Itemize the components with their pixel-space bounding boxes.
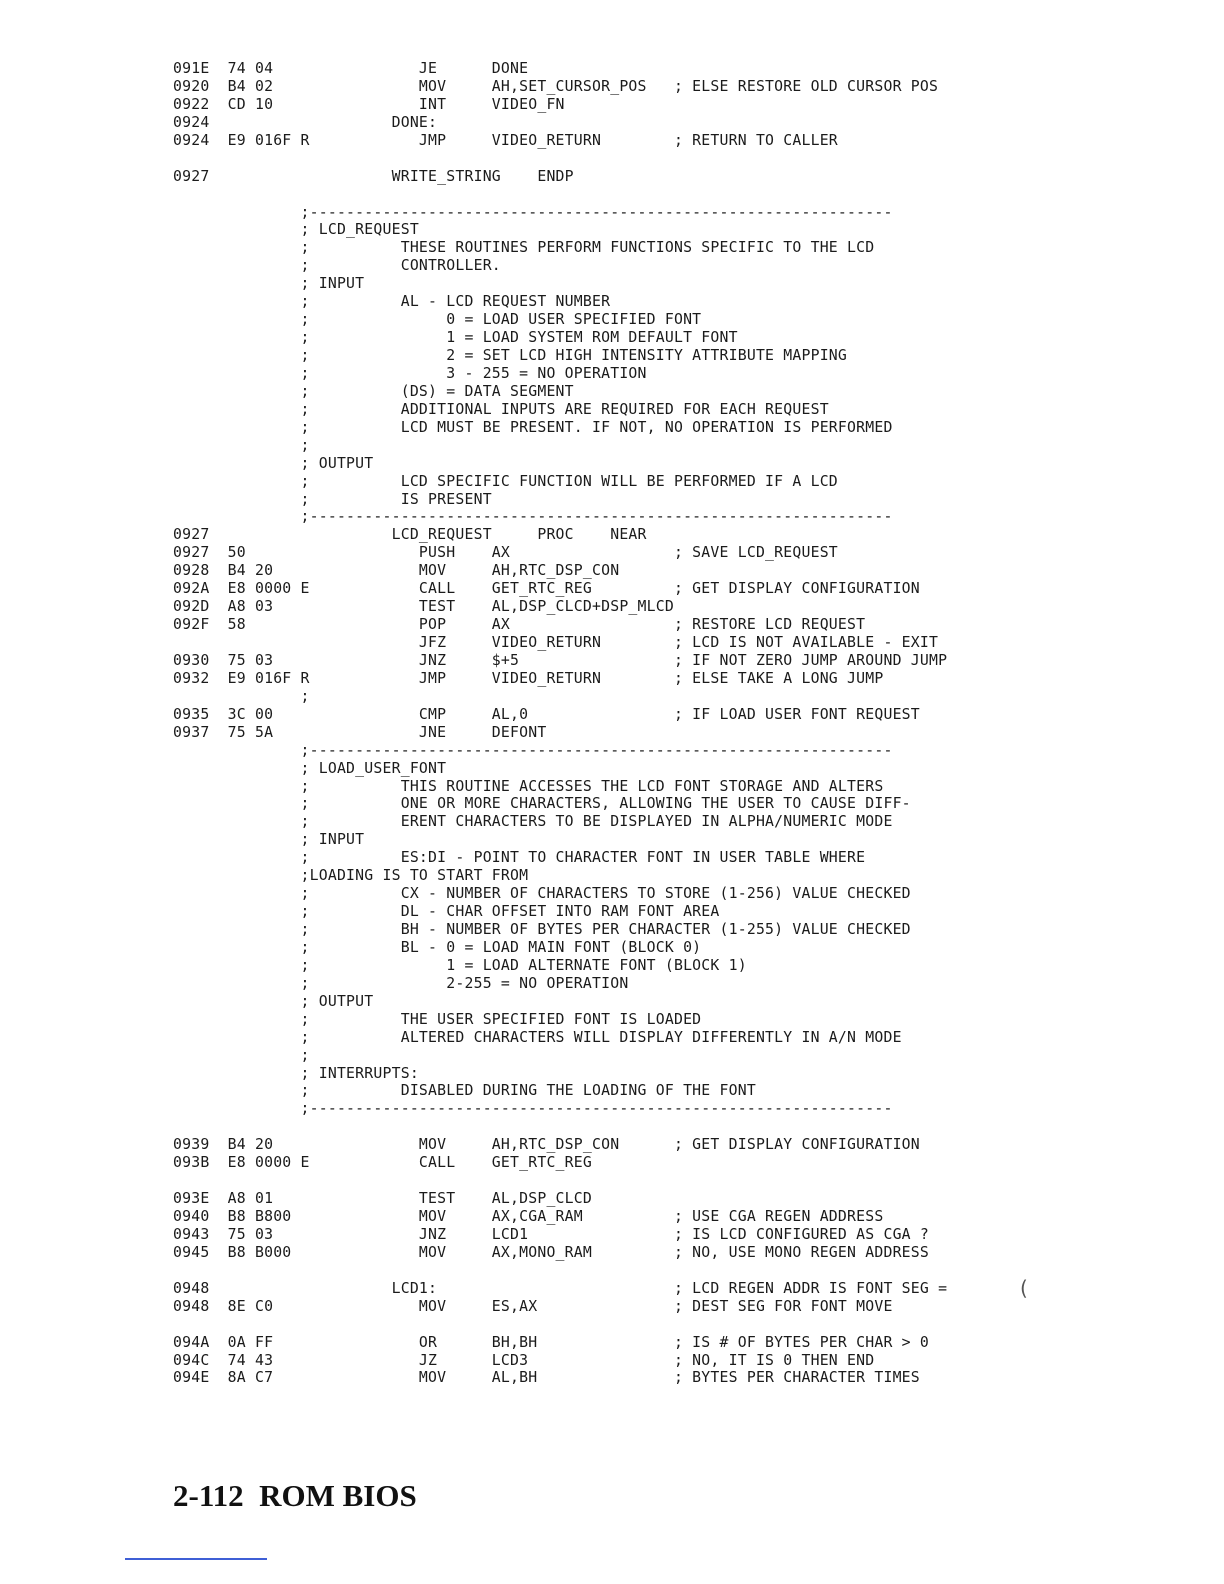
- listing-line: ; OUTPUT: [173, 992, 374, 1010]
- listing-line: 0927 WRITE_STRING ENDP: [173, 167, 574, 185]
- listing-line: 091E 74 04 JE DONE: [173, 60, 529, 77]
- listing-line: ; 1 = LOAD ALTERNATE FONT (BLOCK 1): [173, 956, 747, 974]
- listing-line: ; LCD MUST BE PRESENT. IF NOT, NO OPERATION IS PERFORMED: [173, 418, 893, 436]
- listing-line: 0943 75 03 JNZ LCD1 ; IS LCD CONFIGURED AS CGA ?: [173, 1225, 930, 1243]
- listing-line: ;----------------------------------------------------------------: [173, 508, 893, 526]
- listing-line: 092D A8 03 TEST AL,DSP_CLCD+DSP_MLCD: [173, 598, 674, 616]
- listing-line: [173, 1262, 947, 1280]
- listing-line: 0927 50 PUSH AX ; SAVE LCD_REQUEST: [173, 544, 838, 562]
- listing-line: ;----------------------------------------------------------------: [173, 203, 893, 221]
- listing-line: [173, 150, 947, 168]
- listing-line: 0939 B4 20 MOV AH,RTC_DSP_CON ; GET DISPLAY CONFIGURATION: [173, 1136, 920, 1154]
- listing-line: ; THESE ROUTINES PERFORM FUNCTIONS SPECIFIC TO THE LCD: [173, 239, 875, 257]
- page-footer: 2-112 ROM BIOS: [173, 1478, 417, 1513]
- listing-line: 0920 B4 02 MOV AH,SET_CURSOR_POS ; ELSE RESTORE OLD CURSOR POS: [173, 77, 939, 95]
- listing-line: ; 3 - 255 = NO OPERATION: [173, 364, 647, 382]
- listing-line: 094E 8A C7 MOV AL,BH ; BYTES PER CHARACTER TIMES: [173, 1369, 920, 1387]
- listing-line: ; BH - NUMBER OF BYTES PER CHARACTER (1-255) VALUE CHECKED: [173, 921, 911, 938]
- listing-line: ; LCD SPECIFIC FUNCTION WILL BE PERFORMED IF A LCD: [173, 472, 838, 490]
- listing-line: ; THE USER SPECIFIED FONT IS LOADED: [173, 1010, 702, 1028]
- margin-mark: (: [1020, 1276, 1028, 1300]
- listing-line: [173, 1172, 947, 1190]
- listing-line: ; 2 = SET LCD HIGH INTENSITY ATTRIBUTE MAPPING: [173, 347, 848, 364]
- listing-line: ; CX - NUMBER OF CHARACTERS TO STORE (1-256) VALUE CHECKED: [173, 885, 911, 903]
- listing-line: ; (DS) = DATA SEGMENT: [173, 382, 574, 400]
- listing-line: [173, 1316, 947, 1334]
- listing-line: 0945 B8 B000 MOV AX,MONO_RAM ; NO, USE MONO REGEN ADDRESS: [173, 1243, 930, 1261]
- listing-line: ; INPUT: [173, 275, 365, 293]
- listing-line: 092F 58 POP AX ; RESTORE LCD REQUEST: [173, 616, 866, 634]
- listing-line: 0948 8E C0 MOV ES,AX ; DEST SEG FOR FONT MOVE: [173, 1297, 893, 1315]
- listing-line: [173, 1118, 947, 1136]
- listing-line: 0940 B8 B800 MOV AX,CGA_RAM ; USE CGA REGEN ADDRESS: [173, 1208, 884, 1225]
- listing-line: ; ONE OR MORE CHARACTERS, ALLOWING THE USER TO CAUSE DIFF-: [173, 795, 911, 813]
- listing-line: ; ADDITIONAL INPUTS ARE REQUIRED FOR EACH REQUEST: [173, 400, 829, 418]
- listing-line: 0930 75 03 JNZ $+5 ; IF NOT ZERO JUMP AROUND JUMP: [173, 651, 948, 669]
- listing-line: ; BL - 0 = LOAD MAIN FONT (BLOCK 0): [173, 938, 702, 956]
- listing-line: 094C 74 43 JZ LCD3 ; NO, IT IS 0 THEN END: [173, 1351, 875, 1369]
- listing-line: 0922 CD 10 INT VIDEO_FN: [173, 95, 565, 113]
- listing-line: 092A E8 0000 E CALL GET_RTC_REG ; GET DISPLAY CONFIGURATION: [173, 580, 920, 598]
- listing-line: ; ALTERED CHARACTERS WILL DISPLAY DIFFERENTLY IN A/N MODE: [173, 1028, 902, 1046]
- listing-line: ; LOAD_USER_FONT: [173, 759, 447, 777]
- listing-line: JFZ VIDEO_RETURN ; LCD IS NOT AVAILABLE - EXIT: [173, 634, 939, 651]
- listing-line: [173, 186, 947, 204]
- listing-line: ;: [173, 436, 310, 454]
- listing-line: ;----------------------------------------------------------------: [173, 1100, 893, 1118]
- assembly-listing: [173, 60, 947, 1387]
- listing-line: ; DISABLED DURING THE LOADING OF THE FONT: [173, 1082, 756, 1100]
- listing-line: 0937 75 5A JNE DEFONT: [173, 723, 547, 741]
- bottom-rule: [125, 1558, 267, 1560]
- listing-line: 093E A8 01 TEST AL,DSP_CLCD: [173, 1190, 592, 1208]
- listing-line: ; LCD_REQUEST: [173, 221, 419, 239]
- listing-line: 0935 3C 00 CMP AL,0 ; IF LOAD USER FONT REQUEST: [173, 705, 920, 723]
- listing-line: 0928 B4 20 MOV AH,RTC_DSP_CON: [173, 562, 620, 580]
- listing-line: 0924 DONE:: [173, 113, 438, 131]
- listing-line: ; OUTPUT: [173, 454, 374, 472]
- listing-line: ; 0 = LOAD USER SPECIFIED FONT: [173, 311, 702, 329]
- listing-line: ; ES:DI - POINT TO CHARACTER FONT IN USER TABLE WHERE: [173, 849, 866, 867]
- listing-line: 0948 LCD1: ; LCD REGEN ADDR IS FONT SEG =: [173, 1279, 948, 1297]
- listing-line: ; INPUT: [173, 831, 365, 849]
- listing-line: 0924 E9 016F R JMP VIDEO_RETURN ; RETURN TO CALLER: [173, 131, 838, 149]
- listing-line: ; THIS ROUTINE ACCESSES THE LCD FONT STORAGE AND ALTERS: [173, 777, 884, 795]
- listing-line: ;----------------------------------------------------------------: [173, 741, 893, 759]
- listing-line: ; IS PRESENT: [173, 490, 492, 508]
- listing-line: 0927 LCD_REQUEST PROC NEAR: [173, 526, 647, 544]
- listing-line: ;: [173, 1046, 310, 1064]
- listing-line: ; DL - CHAR OFFSET INTO RAM FONT AREA: [173, 903, 720, 921]
- listing-line: ; 2-255 = NO OPERATION: [173, 974, 629, 992]
- listing-line: ; AL - LCD REQUEST NUMBER: [173, 293, 611, 311]
- listing-line: ; ERENT CHARACTERS TO BE DISPLAYED IN ALPHA/NUMERIC MODE: [173, 813, 893, 831]
- listing-line: 0932 E9 016F R JMP VIDEO_RETURN ; ELSE TAKE A LONG JUMP: [173, 669, 884, 687]
- listing-line: ; INTERRUPTS:: [173, 1064, 419, 1082]
- listing-line: ; CONTROLLER.: [173, 257, 501, 275]
- listing-line: ; 1 = LOAD SYSTEM ROM DEFAULT FONT: [173, 329, 738, 347]
- listing-line: ;LOADING IS TO START FROM: [173, 867, 529, 885]
- listing-line: 093B E8 0000 E CALL GET_RTC_REG: [173, 1154, 592, 1172]
- listing-line: ;: [173, 687, 310, 705]
- listing-line: 094A 0A FF OR BH,BH ; IS # OF BYTES PER CHAR > 0: [173, 1333, 930, 1351]
